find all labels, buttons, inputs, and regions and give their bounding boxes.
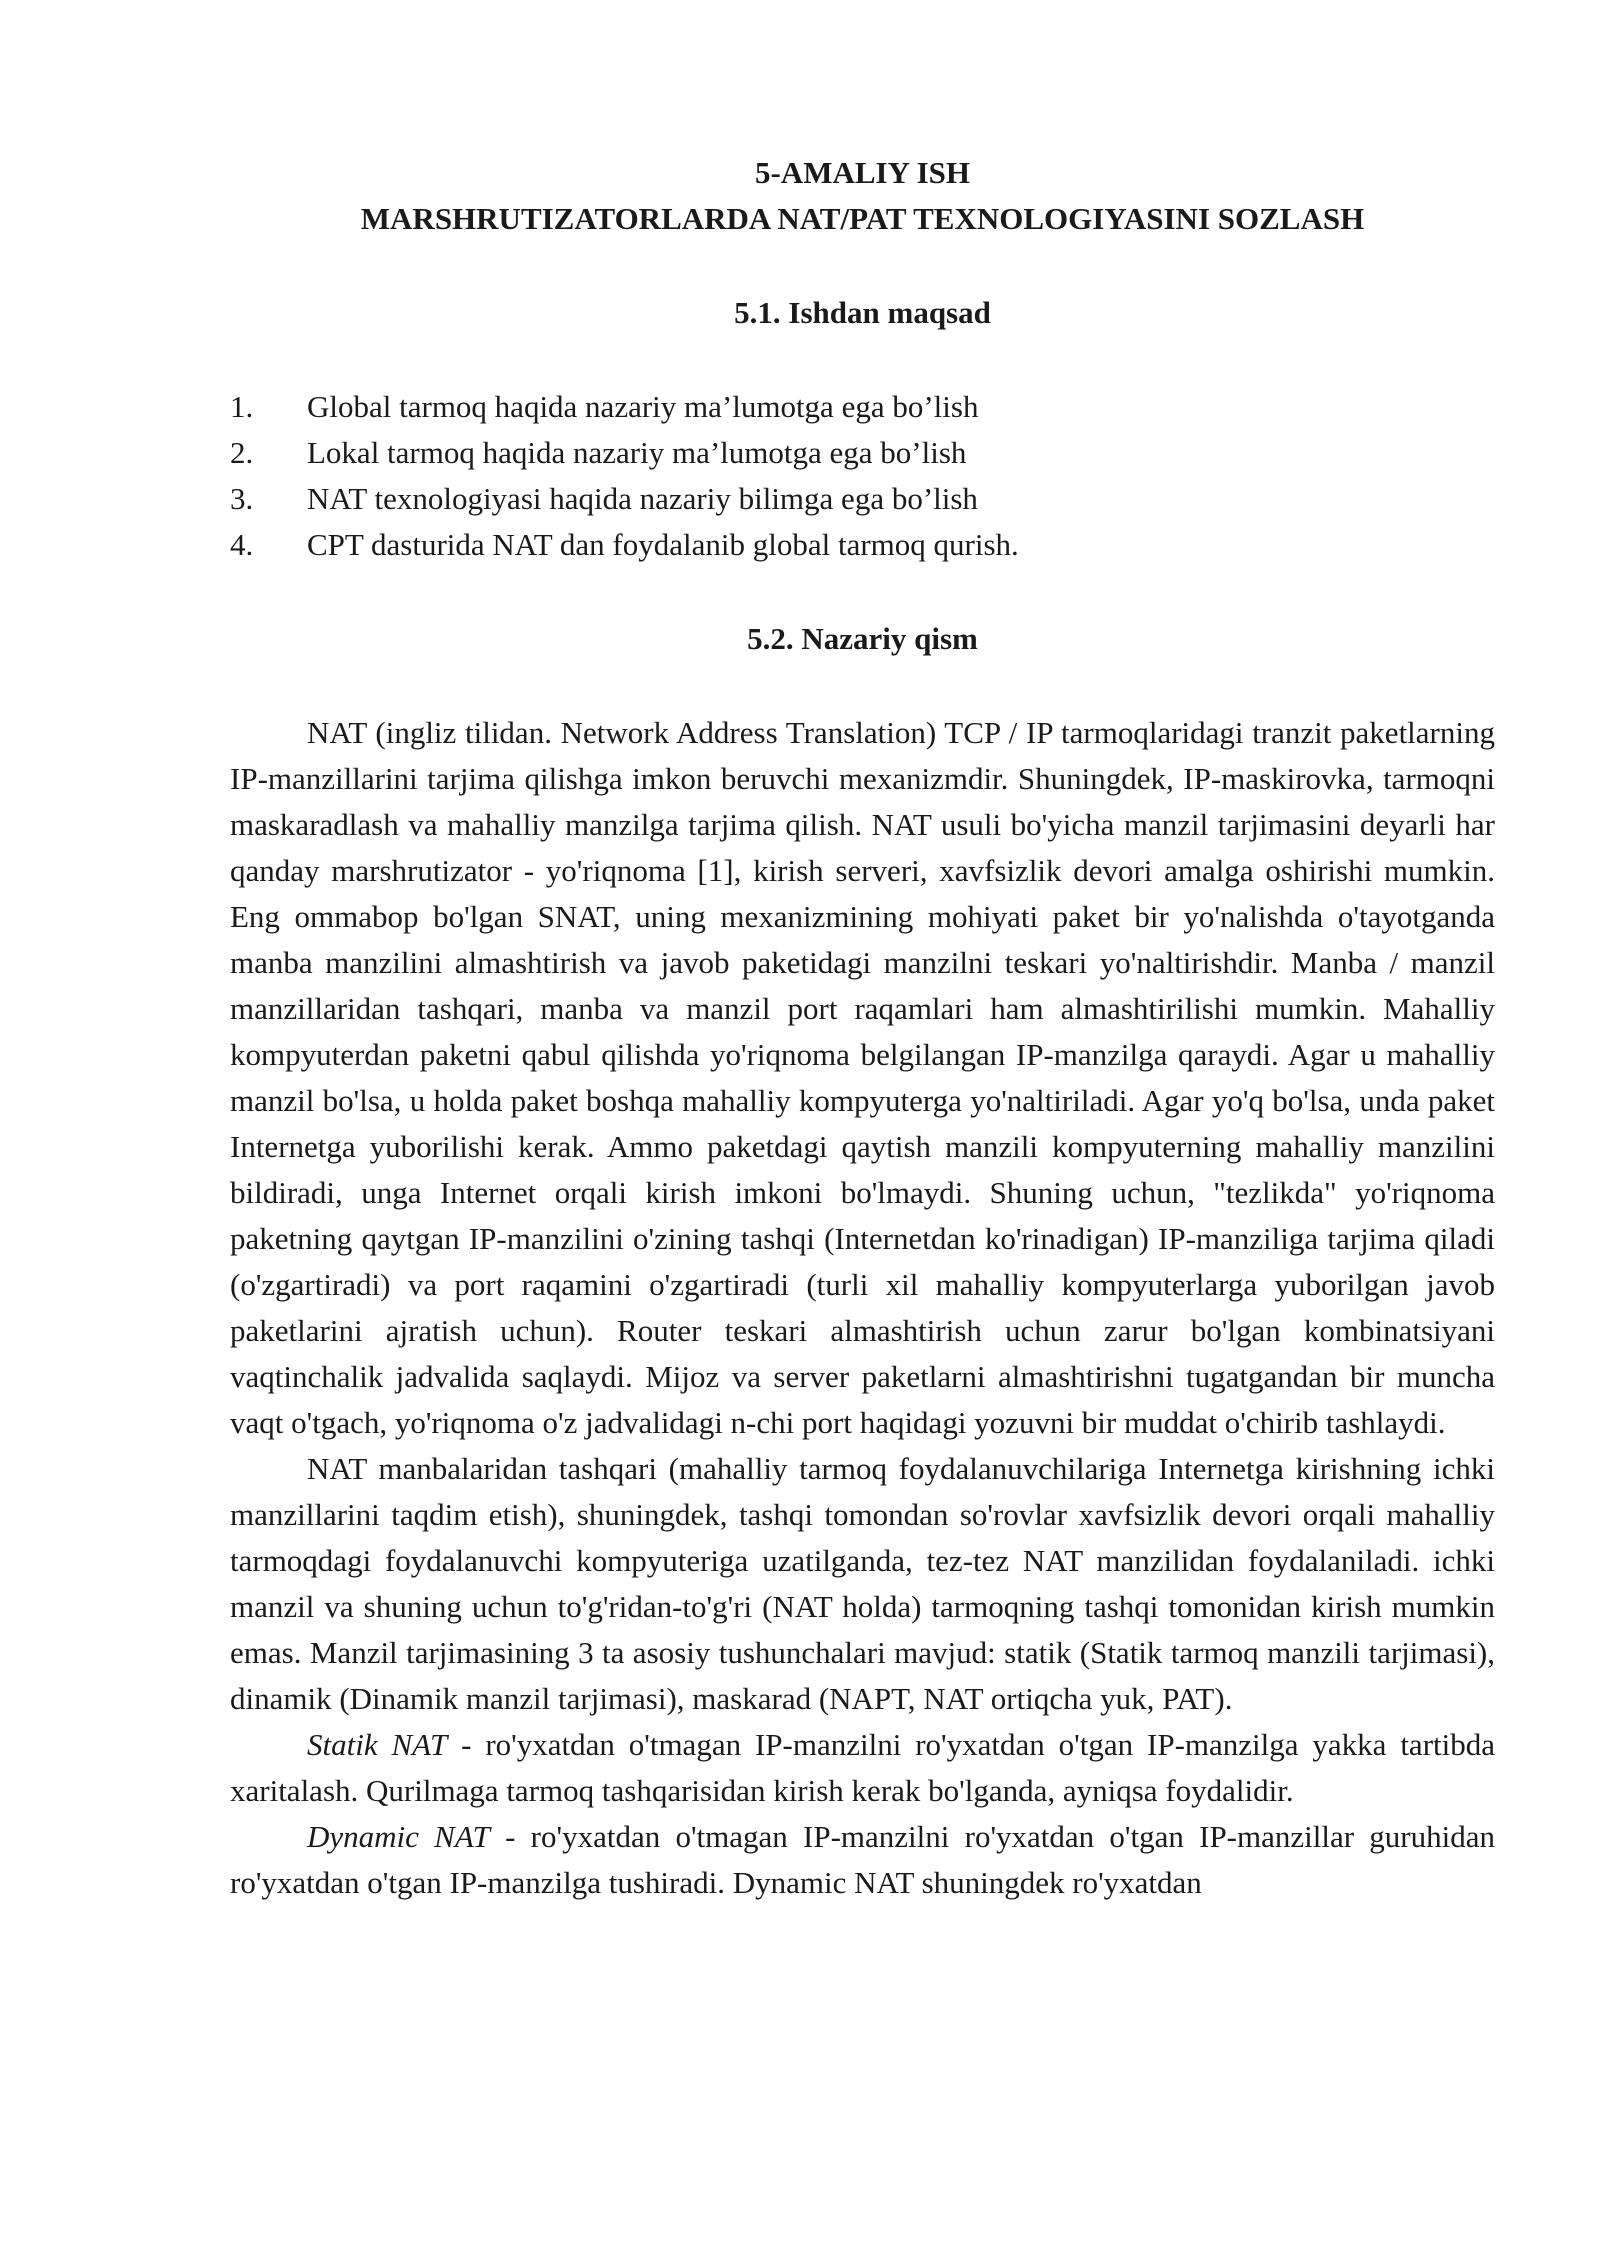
list-item [230, 522, 1495, 568]
static-nat-definition: - ro'yxatdan o'tmagan IP-manzilni ro'yxatdan o'tgan IP-manzilga yakka tartibda xaritalash. Qurilmaga tarmoq tashqarisidan kirish kerak bo'lganda, ayniqsa foydalidir. [230, 1727, 1495, 1808]
paragraph-nat-usage: NAT manbalaridan tashqari (mahalliy tarmoq foydalanuvchilariga Internetga kirishning ichki manzillarini taqdim etish), shuningdek, tashqi tomondan so'rovlar xavfsizlik devori orqali mahalliy tarmoqdagi foydalanuvchi kompyuteriga uzatilganda, tez-tez NAT manzilidan foydalaniladi. ichki manzil va shuning uchun to'g'ridan-to'g'ri (NAT holda) tarmoqning tashqi tomonidan kirish mumkin emas. Manzil tarjimasining 3 ta asosiy tushunchalari mavjud: statik (Statik tarmoq manzili tarjimasi), dinamik (Dinamik manzil tarjimasi), maskarad (NAPT, NAT ortiqcha yuk, PAT). [230, 1451, 1495, 1716]
section-heading-objective: 5.1. Ishdan maqsad [734, 295, 991, 330]
list-item-number: 1. [230, 389, 254, 424]
list-item-text: Global tarmoq haqida nazariy ma’lumotga ega bo’lish [307, 389, 979, 424]
theory-body [230, 710, 1495, 1906]
term-dynamic-nat: Dynamic NAT [307, 1819, 490, 1854]
objectives-list [230, 384, 1495, 568]
paragraph-nat-intro: NAT (ingliz tilidan. Network Address Translation) TCP / IP tarmoqlaridagi tranzit paketlarning IP-manzillarini tarjima qilishga imkon beruvchi mexanizmdir. Shuningdek, IP-maskirovka, tarmoqni maskaradlash va mahalliy manzilga tarjima qilish. NAT usuli bo'yicha manzil tarjimasini deyarli har qanday marshrutizator - yo'riqnoma [1], kirish serveri, xavfsizlik devori amalga oshirishi mumkin. Eng ommabop bo'lgan SNAT, uning mexanizmining mohiyati paket bir yo'nalishda o'tayotganda manba manzilini almashtirish va javob paketidagi manzilni teskari yo'naltirishdir. Manba / manzil manzillaridan tashqari, manba va manzil port raqamlari ham almashtirilishi mumkin. Mahalliy kompyuterdan paketni qabul qilishda yo'riqnoma belgilangan IP-manzilga qaraydi. Agar u mahalliy manzil bo'lsa, u holda paket boshqa mahalliy kompyuterga yo'naltiriladi. Agar yo'q bo'lsa, unda paket Internetga yuborilishi kerak. Ammo paketdagi qaytish manzili kompyuterning mahalliy manzilini bildiradi, unga Internet orqali kirish imkoni bo'lmaydi. Shuning uchun, "tezlikda" yo'riqnoma paketning qaytgan IP-manzilini o'zining tashqi (Internetdan ko'rinadigan) IP-manziliga tarjima qiladi (o'zgartiradi) va port raqamini o'zgartiradi (turli xil mahalliy kompyuterlarga yuborilgan javob paketlarini ajratish uchun). Router teskari almashtirish uchun zarur bo'lgan kombinatsiyani vaqtinchalik jadvalida saqlaydi. Mijoz va server paketlarni almashtirishni tugatgandan bir muncha vaqt o'tgach, yo'riqnoma o'z jadvalidagi n-chi port haqidagi yozuvni bir muddat o'chirib tashlaydi. [230, 715, 1495, 1440]
list-item-number: 3. [230, 481, 254, 516]
page-subtitle: MARSHRUTIZATORLARDA NAT/PAT TEXNOLOGIYASINI SOZLASH [360, 201, 1365, 236]
list-item-number: 2. [230, 435, 254, 470]
list-item [230, 476, 1495, 522]
paragraph-static-nat [230, 1722, 1495, 1814]
list-item [230, 384, 1495, 430]
list-item-number: 4. [230, 527, 254, 562]
page-title: 5-AMALIY ISH [754, 155, 970, 190]
term-static-nat: Statik NAT [307, 1727, 448, 1762]
dynamic-nat-definition: - ro'yxatdan o'tmagan IP-manzilni ro'yxatdan o'tgan IP-manzillar guruhidan ro'yxatdan o'tgan IP-manzilga tushiradi. Dynamic NAT shuningdek ro'yxatdan [230, 1819, 1495, 1900]
list-item-text: CPT dasturida NAT dan foydalanib global tarmoq qurish. [307, 527, 1019, 562]
section-heading-theory: 5.2. Nazariy qism [747, 621, 978, 656]
list-item-text: Lokal tarmoq haqida nazariy ma’lumotga ega bo’lish [307, 435, 967, 470]
document-page [230, 150, 1495, 1906]
list-item [230, 430, 1495, 476]
paragraph-dynamic-nat [230, 1814, 1495, 1906]
list-item-text: NAT texnologiyasi haqida nazariy bilimga ega bo’lish [307, 481, 978, 516]
